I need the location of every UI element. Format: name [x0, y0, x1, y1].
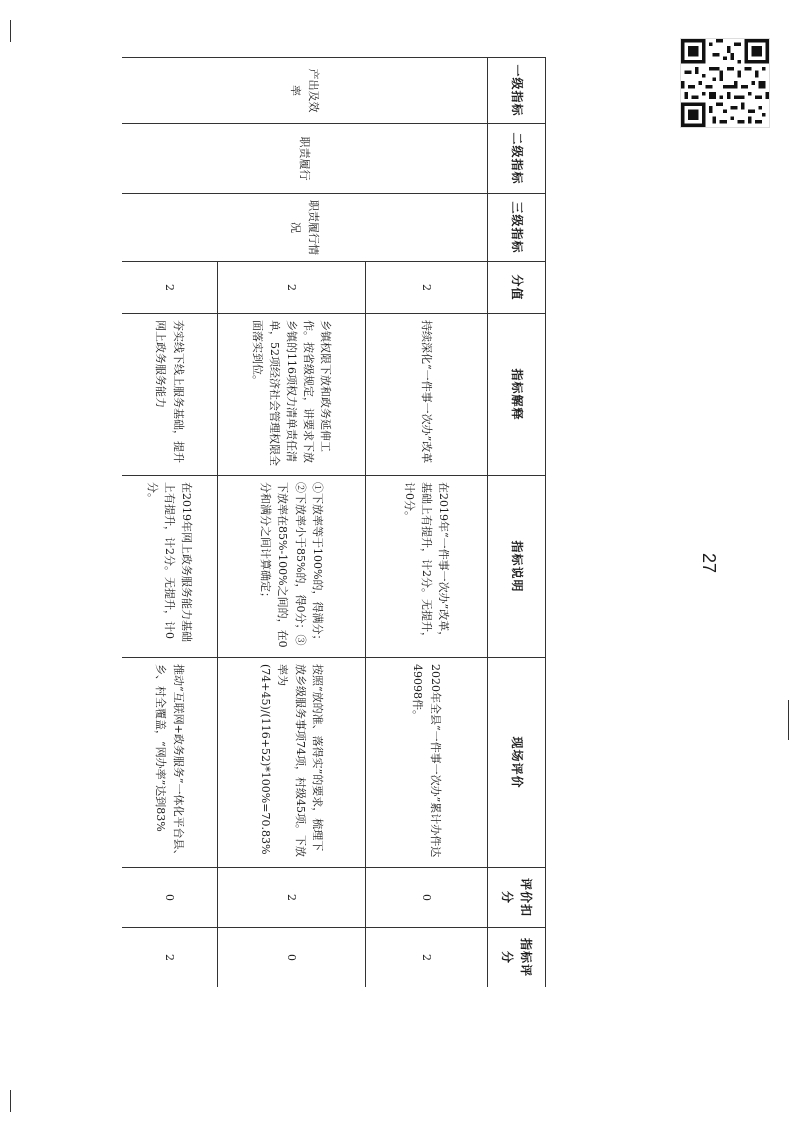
- table-header-row: [488, 58, 546, 988]
- header-evaluation: 现场评价: [488, 658, 546, 868]
- cell-final-score: 2: [122, 928, 218, 988]
- cell-level2: 职责履行: [122, 124, 488, 194]
- cell-evaluation: 推动“互联网+政务服务”一体化平台县、乡、村全覆盖，“网办率”达到83%: [122, 658, 218, 868]
- cell-score: 2: [218, 262, 366, 314]
- cell-explanation: 持续深化“一件事一次办”改革: [366, 314, 488, 476]
- cell-explanation: 夯实线下线上服务基础，提升网上政务服务能力: [122, 314, 218, 476]
- cell-description: 在2019年网上政务服务能力基础上有提升，计2分。无提升，计0分。: [122, 476, 218, 658]
- cell-description: 在2019年“一件事一次办”改革，基础上有提升，计2分。无提升，计0分。: [366, 476, 488, 658]
- cell-deduction: 2: [218, 868, 366, 928]
- cell-final-score: 2: [366, 928, 488, 988]
- evaluation-table-wrapper: [122, 57, 546, 987]
- cell-explanation: 乡镇权限下放和政务延伸工作。按省级规定，讲要求下放乡镇的116项权力清单责任清单，52项经济社会管理权限全面落实到位。: [218, 314, 366, 476]
- header-deduction: 评价扣分: [488, 868, 546, 928]
- header-score: 分值: [488, 262, 546, 314]
- cell-deduction: 0: [366, 868, 488, 928]
- crop-mark-right: [788, 700, 789, 740]
- cell-evaluation: 2020年全县“一件事一次办”累计办件达49098件。: [366, 658, 488, 868]
- evaluation-table: [122, 57, 546, 987]
- evaluation-table-rotated: [122, 57, 546, 987]
- table-row: [366, 58, 488, 988]
- cell-score: 2: [366, 262, 488, 314]
- crop-mark-top-left: [10, 20, 11, 42]
- cell-final-score: 0: [218, 928, 366, 988]
- cell-evaluation: 按照“放的准、落得实”的要求，梳理下放乡级服务事项74项，村级45项。下放率为(74+45)/(116+52)*100%=70.83%: [218, 658, 366, 868]
- header-level1: 一级指标: [488, 58, 546, 124]
- cell-level1: 产出及效率: [122, 58, 488, 124]
- header-final-score: 指标评分: [488, 928, 546, 988]
- page-number: 27: [699, 552, 719, 574]
- cell-deduction: 0: [122, 868, 218, 928]
- cell-level3: 职责履行情况: [122, 194, 488, 262]
- cell-description: ①下放率等于100%的，得满分；②下放率小于85%的，得0分；③下放率在85%-100%之间的，在0分和满分之间计算确定；: [218, 476, 366, 658]
- header-level3: 三级指标: [488, 194, 546, 262]
- qr-code: [680, 38, 770, 128]
- crop-mark-bottom-left: [10, 1090, 11, 1112]
- header-explanation: 指标解释: [488, 314, 546, 476]
- header-level2: 二级指标: [488, 124, 546, 194]
- header-description: 指标说明: [488, 476, 546, 658]
- cell-score: 2: [122, 262, 218, 314]
- qr-code-icon: [681, 39, 769, 127]
